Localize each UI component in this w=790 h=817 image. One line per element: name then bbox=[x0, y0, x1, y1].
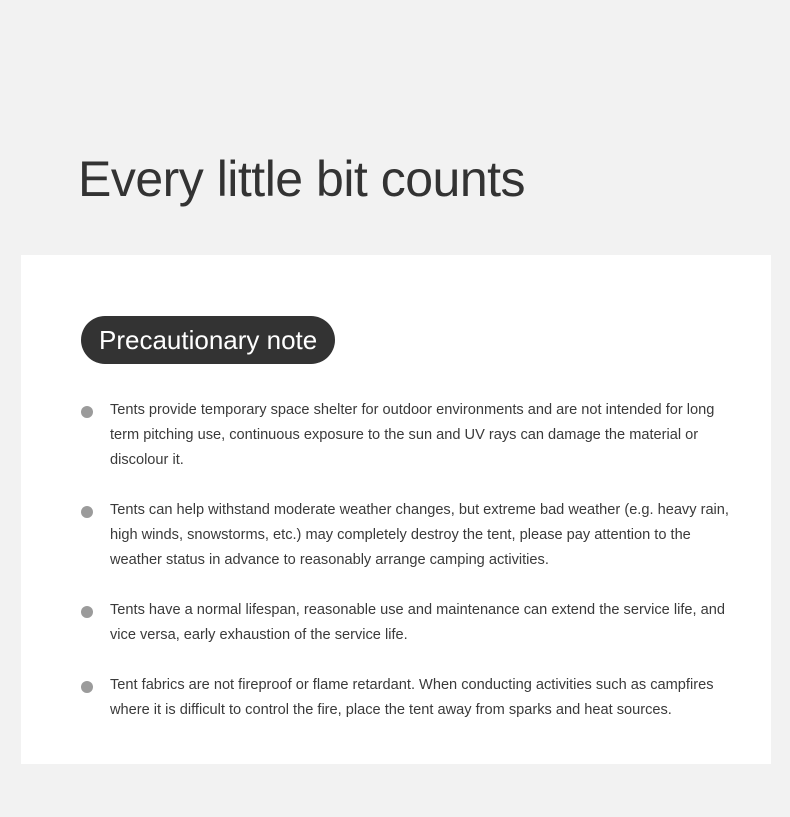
precaution-list bbox=[81, 398, 741, 748]
note-text: Tents have a normal lifespan, reasonable use and maintenance can extend the service life, and vice versa, early exhaustion of the service life. bbox=[110, 602, 725, 643]
bullet-dot-icon bbox=[81, 406, 93, 418]
note-text: Tents provide temporary space shelter for outdoor environments and are not intended for long term pitching use, continuous exposure to the sun and UV rays can damage the material or discolour it. bbox=[110, 402, 715, 468]
list-item bbox=[81, 498, 741, 573]
note-text: Tent fabrics are not fireproof or flame retardant. When conducting activities such as campfires where it is difficult to control the fire, place the tent away from sparks and heat sources. bbox=[110, 677, 714, 718]
page-headline: Every little bit counts bbox=[78, 151, 526, 207]
bullet-dot-icon bbox=[81, 681, 93, 693]
bullet-dot-icon bbox=[81, 606, 93, 618]
precaution-card bbox=[21, 255, 771, 764]
list-item bbox=[81, 398, 741, 473]
list-item bbox=[81, 673, 741, 723]
note-text: Tents can help withstand moderate weather changes, but extreme bad weather (e.g. heavy rain, high winds, snowstorms, etc.) may completely destroy the tent, please pay attention to the weather status in advance to reasonably arrange camping activities. bbox=[110, 502, 729, 568]
list-item bbox=[81, 598, 741, 648]
section-label-badge: Precautionary note bbox=[81, 316, 335, 364]
bullet-dot-icon bbox=[81, 506, 93, 518]
